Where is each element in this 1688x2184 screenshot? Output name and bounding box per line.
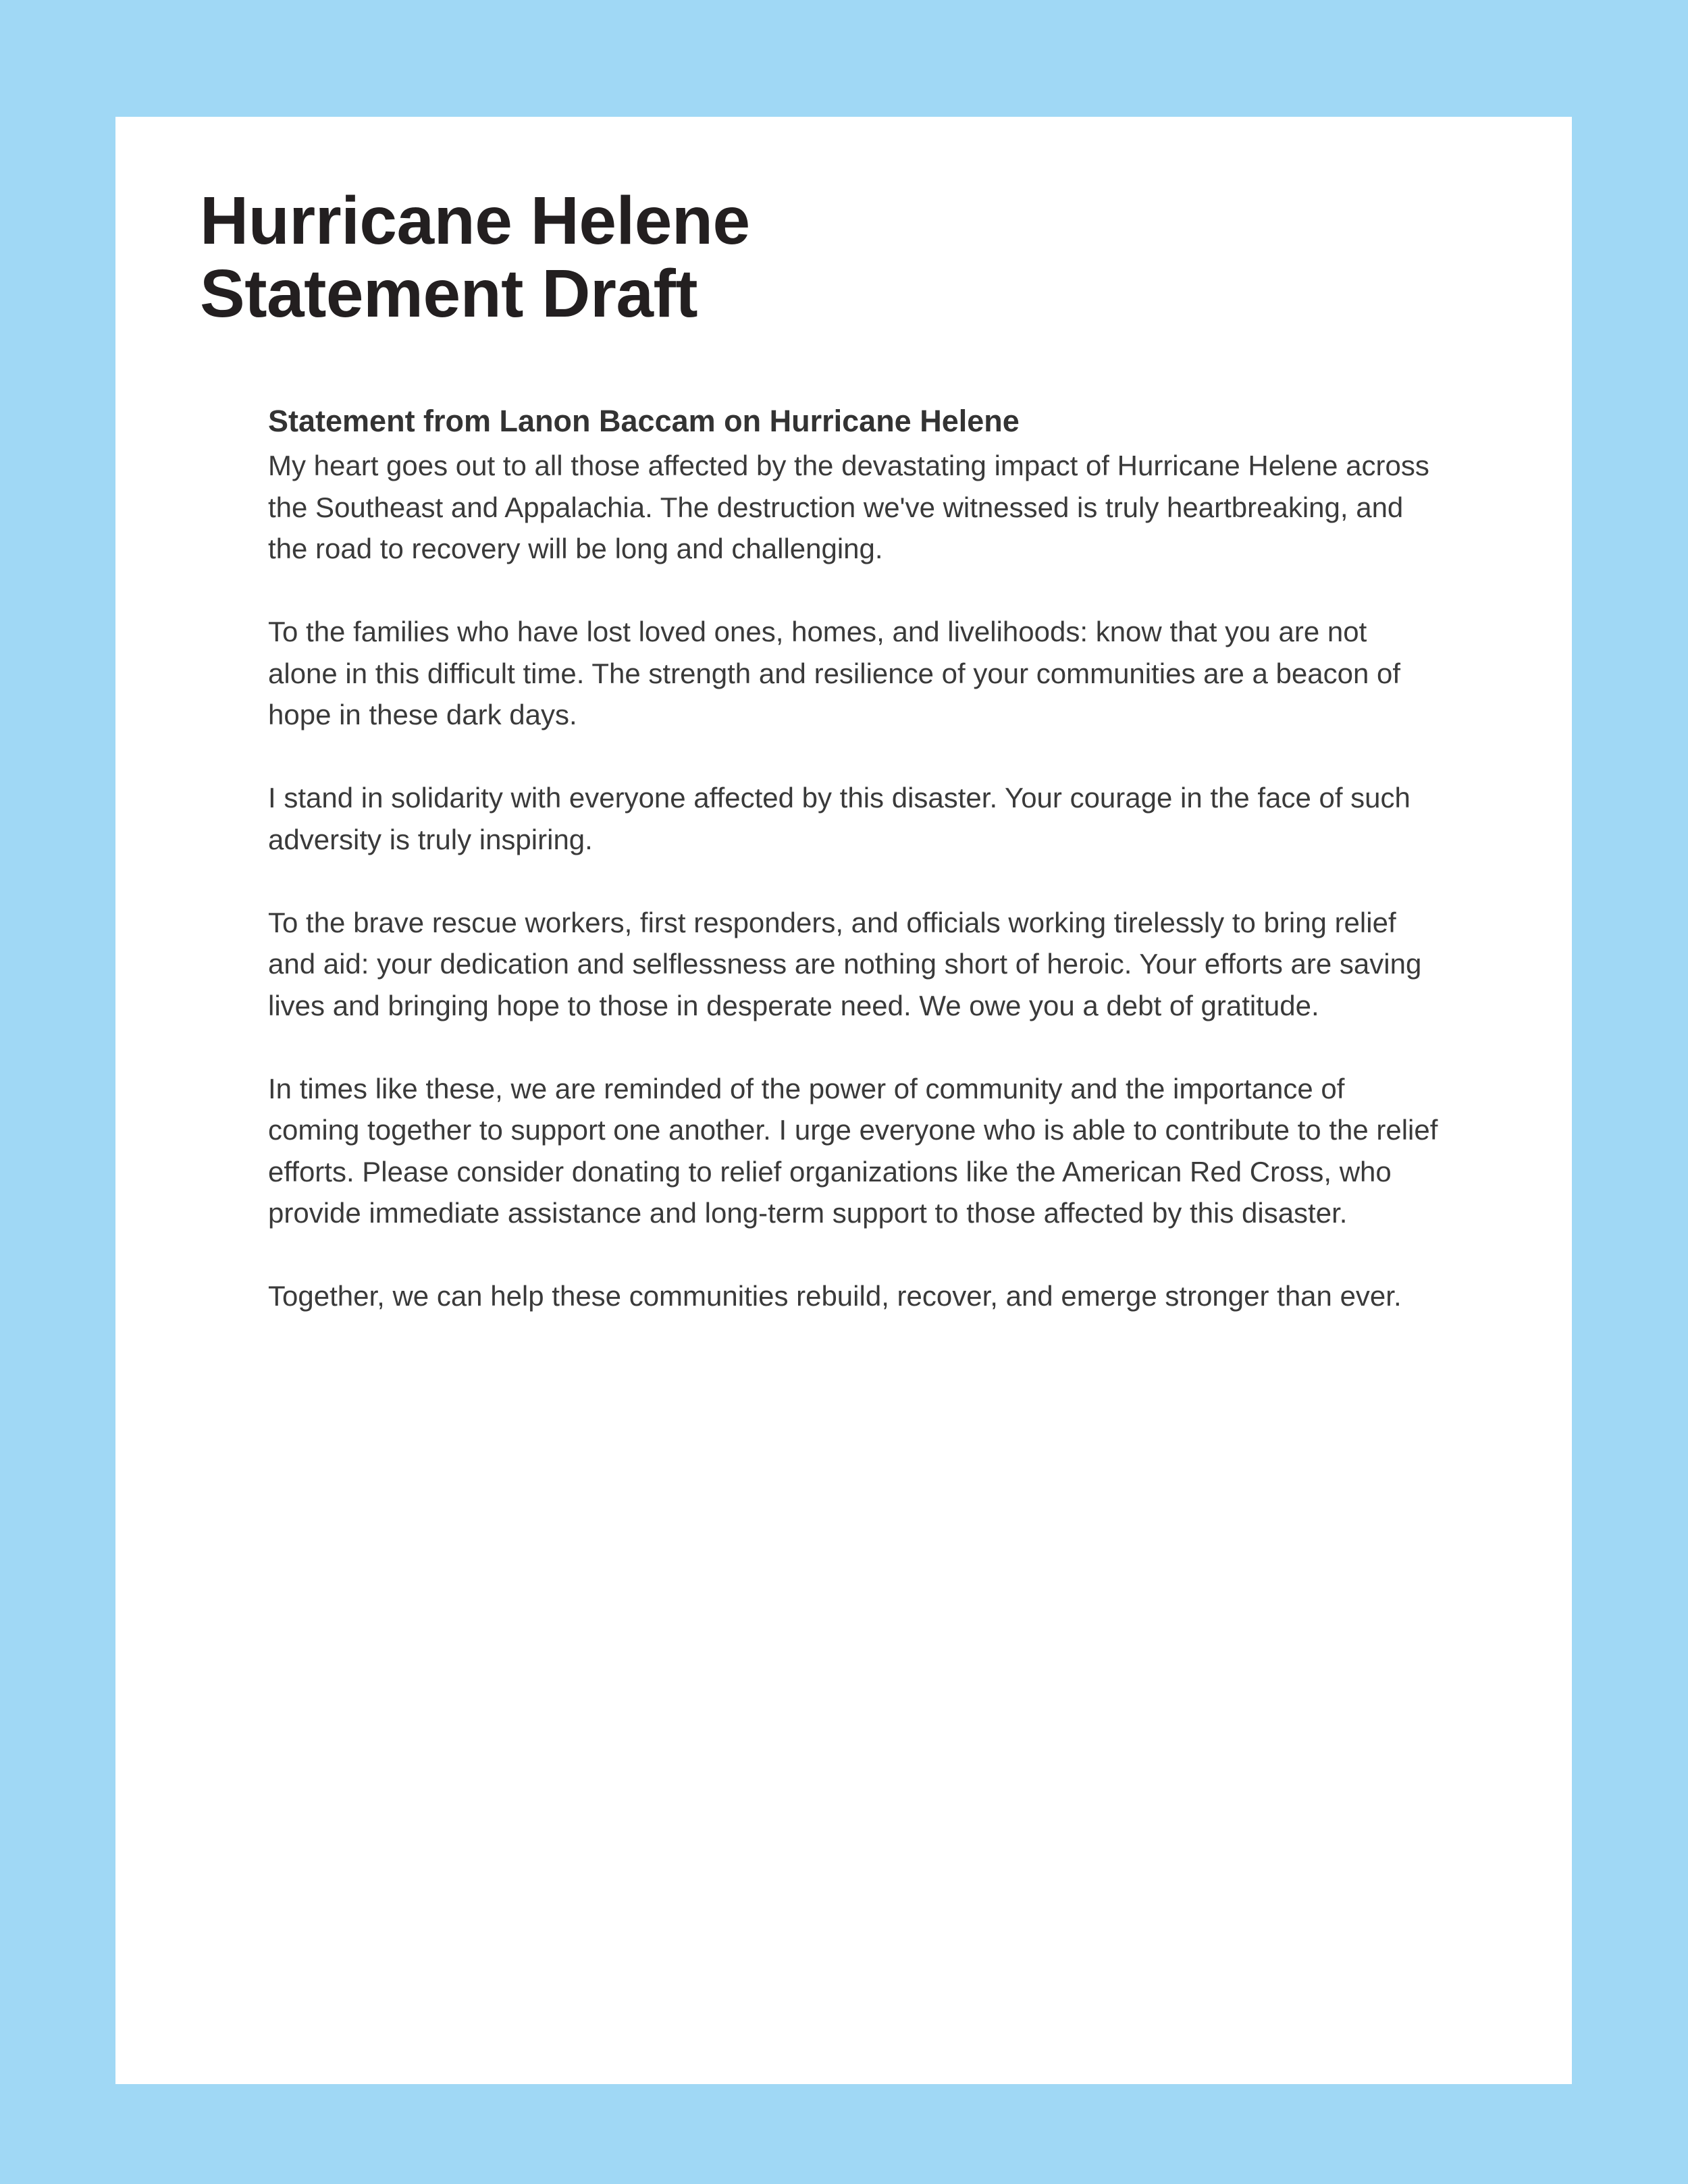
- document-title-line-2: Statement Draft: [200, 256, 698, 331]
- document-title-line-1: Hurricane Helene: [200, 183, 750, 259]
- statement-paragraph-1: My heart goes out to all those affected by the devastating impact of Hurricane Helene across the Southeast and Appalachia. The destruction we've witnessed is truly heartbreaking, and the road to recovery will be long and challenging.: [268, 450, 1429, 564]
- document-page: [115, 117, 1572, 2084]
- statement-heading: Statement from Lanon Baccam on Hurricane Helene: [268, 404, 1020, 438]
- statement-paragraph-3: I stand in solidarity with everyone affected by this disaster. Your courage in the face of such adversity is truly inspiring.: [268, 782, 1410, 855]
- statement-body: [268, 399, 1443, 1317]
- statement-paragraph-6: Together, we can help these communities rebuild, recover, and emerge stronger than ever.: [268, 1280, 1402, 1312]
- document-title: [200, 184, 750, 330]
- statement-paragraph-4: To the brave rescue workers, first responders, and officials working tirelessly to bring relief and aid: your dedication and selflessness are nothing short of heroic. Your efforts are saving lives and bringing hope to those in desperate need. We owe you a debt of gratitude.: [268, 906, 1422, 1021]
- statement-paragraph-2: To the families who have lost loved ones, homes, and livelihoods: know that you are not alone in this difficult time. The strength and resilience of your communities are a beacon of hope in these dark days.: [268, 616, 1401, 730]
- statement-paragraph-5: In times like these, we are reminded of the power of community and the importance of coming together to support one another. I urge everyone who is able to contribute to the relief efforts. Please consider donating to relief organizations like the American Red Cross, who provide immediate assistance and long-term support to those affected by this disaster.: [268, 1072, 1438, 1229]
